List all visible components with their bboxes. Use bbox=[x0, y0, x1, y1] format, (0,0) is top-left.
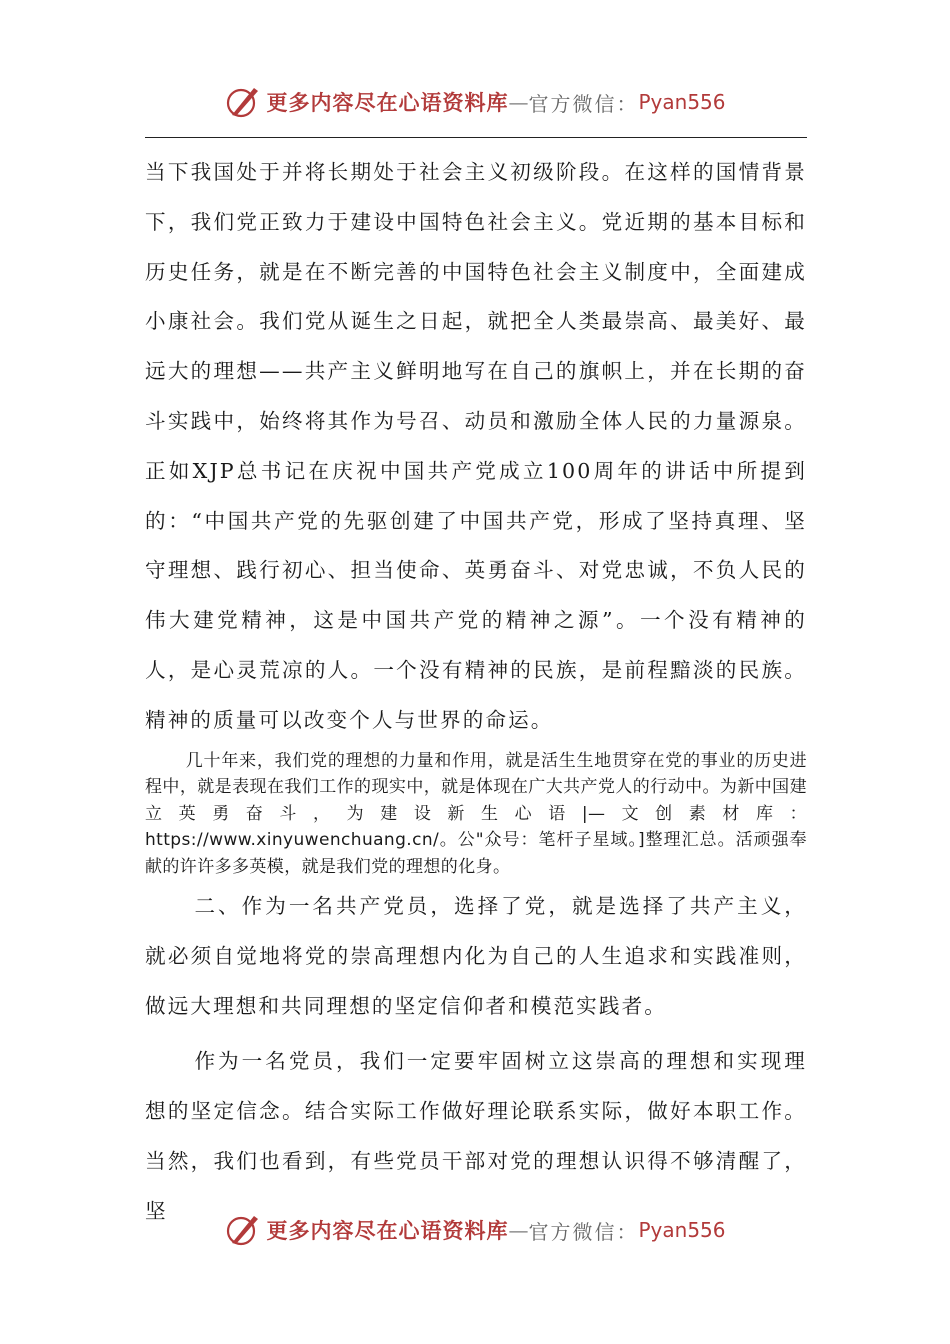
paragraph-4: 作为一名党员，我们一定要牢固树立这崇高的理想和实现理想的坚定信念。结合实际工作做好理论联系实际，做好本职工作。当然，我们也看到，有些党员干部对党的理想认识得不够清醒了，坚 bbox=[145, 1049, 807, 1223]
header-banner bbox=[0, 82, 950, 122]
quill-pen-circle-icon bbox=[224, 82, 264, 122]
banner-official-label: 官方微信： bbox=[528, 91, 639, 116]
banner-brand-text: 更多内容尽在心语资料库 bbox=[266, 1218, 509, 1243]
banner-separator: — bbox=[508, 1218, 529, 1242]
banner-wechat-id: Pyan556 bbox=[638, 90, 726, 114]
banner-separator: — bbox=[508, 90, 529, 114]
paragraph-2: 几十年来，我们党的理想的力量和作用，就是活生生地贯穿在党的事业的历史进程中，就是表现在我们工作的现实中，就是体现在广大共产党人的行动中。为新中国建立英勇奋斗，为建设新生心语|—文创素材库：https://www.xinyuwenchuang.cn/。公"众号：笔杆子星域。]整理汇总。活顽强奉献的许许多多英模，就是我们党的理想的化身。 bbox=[145, 750, 807, 877]
footer-banner bbox=[0, 1210, 950, 1250]
document-body bbox=[145, 148, 807, 1237]
paragraph-1: 当下我国处于并将长期处于社会主义初级阶段。在这样的国情背景下，我们党正致力于建设中国特色社会主义。党近期的基本目标和历史任务，就是在不断完善的中国特色社会主义制度中，全面建成小康社会。我们党从诞生之日起，就把全人类最崇高、最美好、最远大的理想——共产主义鲜明地写在自己的旗帜上，并在长期的奋斗实践中，始终将其作为号召、动员和激励全体人民的力量源泉。正如XJP总书记在庆祝中国共产党成立100周年的讲话中所提到的：“中国共产党的先驱创建了中国共产党，形成了坚持真理、坚守理想、践行初心、担当使命、英勇奋斗、对党忠诚，不负人民的伟大建党精神，这是中国共产党的精神之源”。一个没有精神的人，是心灵荒凉的人。一个没有精神的民族，是前程黯淡的民族。精神的质量可以改变个人与世界的命运。 bbox=[145, 160, 807, 732]
banner-wechat-id: Pyan556 bbox=[638, 1218, 726, 1242]
header-divider bbox=[145, 137, 807, 138]
banner-brand-text: 更多内容尽在心语资料库 bbox=[266, 90, 509, 115]
banner-official-label: 官方微信： bbox=[528, 1219, 639, 1244]
quill-pen-circle-icon bbox=[224, 1210, 264, 1250]
paragraph-3: 二、作为一名共产党员，选择了党，就是选择了共产主义，就必须自觉地将党的崇高理想内化为自己的人生追求和实践准则，做远大理想和共同理想的坚定信仰者和模范实践者。 bbox=[145, 894, 807, 1018]
